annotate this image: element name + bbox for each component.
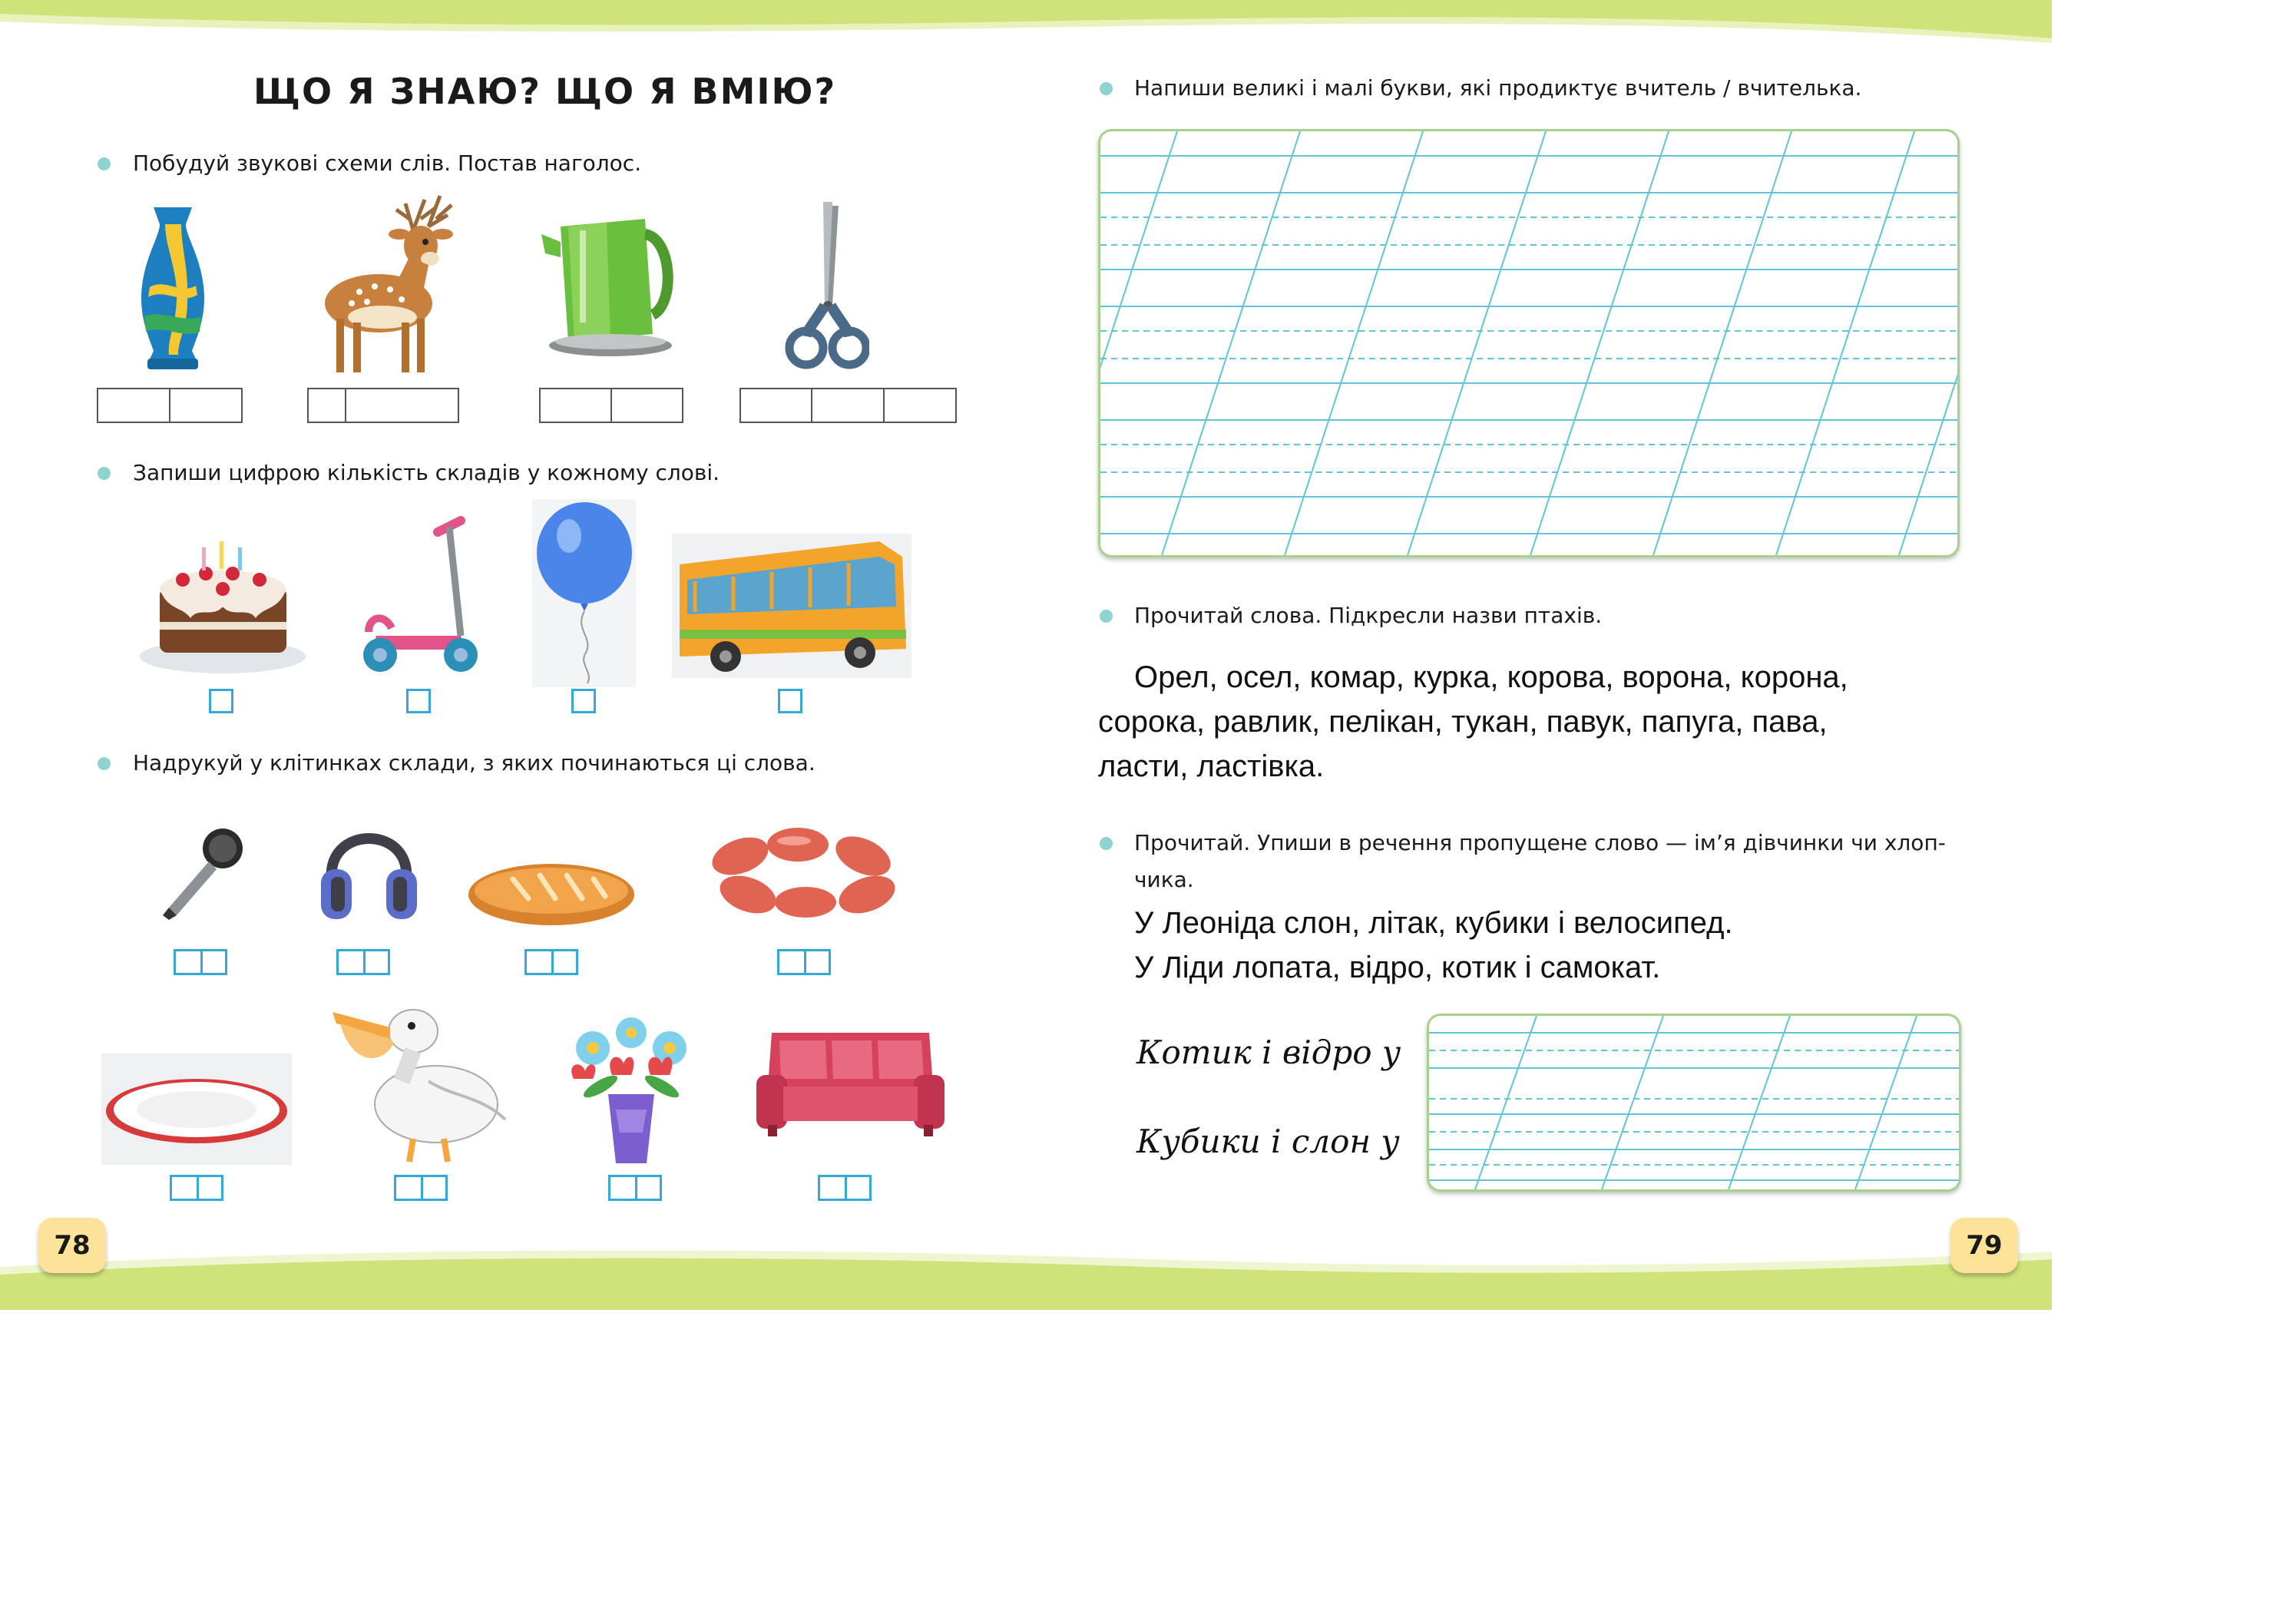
bread-icon xyxy=(467,856,636,929)
task-2-instruction: Запиши цифрою кількість складів у кожному слові. xyxy=(133,460,720,485)
syllable-count-box-balloon[interactable] xyxy=(571,689,596,713)
syllable-cells-bread[interactable] xyxy=(524,949,578,975)
plate-icon xyxy=(101,1053,292,1165)
cursive-line-1: Котик і відро у xyxy=(1136,1034,1401,1071)
microphone-icon xyxy=(154,822,250,921)
task-6-instruction-line-2: чика. xyxy=(1134,867,1194,892)
sofa-icon xyxy=(756,1017,945,1140)
sentence-1: У Леоніда слон, літак, кубики і велосипед. xyxy=(1134,906,1733,940)
sound-schema-kettle[interactable] xyxy=(539,388,683,423)
syllable-cells-bouquet[interactable] xyxy=(608,1175,662,1201)
syllable-count-box-scooter[interactable] xyxy=(406,689,431,713)
syllable-cells-sofa[interactable] xyxy=(818,1175,872,1201)
sound-schema-vase[interactable] xyxy=(97,388,243,423)
page-number-right: 79 xyxy=(1950,1218,2018,1273)
sausages-icon xyxy=(710,822,898,921)
vase-icon xyxy=(131,201,215,374)
bouquet-icon xyxy=(554,1002,708,1167)
task-bullet xyxy=(1100,837,1113,850)
handwriting-guidelines-small xyxy=(1429,1016,1959,1189)
kettle-icon xyxy=(538,211,680,361)
task-bullet xyxy=(98,157,111,170)
syllable-cells-pelican[interactable] xyxy=(394,1175,448,1201)
task-3-instruction: Надрукуй у клітинках склади, з яких починаються ці слова. xyxy=(133,750,816,776)
sound-schema-deer[interactable] xyxy=(307,388,459,423)
task-4-instruction: Напиши великі і малі букви, які продиктує вчитель / вчителька. xyxy=(1134,75,1862,101)
syllable-cells-headphones[interactable] xyxy=(336,949,390,975)
page-title: ЩО Я ЗНАЮ? ЩО Я ВМІЮ? xyxy=(253,71,837,112)
handwriting-box-name[interactable] xyxy=(1427,1014,1961,1192)
task-6-instruction-line-1: Прочитай. Упиши в речення пропущене слово — ім’я дівчинки чи хлоп- xyxy=(1134,830,1946,855)
handwriting-guidelines xyxy=(1100,131,1957,555)
bus-icon xyxy=(672,534,911,678)
words-line-2: сорока, равлик, пелікан, тукан, павук, папуга, пава, xyxy=(1098,705,1828,739)
task-bullet xyxy=(1100,610,1113,623)
words-line-3: ласти, ластівка. xyxy=(1098,749,1325,783)
pelican-icon xyxy=(329,997,517,1167)
syllable-cells-plate[interactable] xyxy=(170,1175,223,1201)
top-wave-decoration xyxy=(0,0,2052,46)
task-bullet xyxy=(98,467,111,480)
syllable-cells-microphone[interactable] xyxy=(174,949,227,975)
page-number-left: 78 xyxy=(38,1218,106,1273)
syllable-cells-sausages[interactable] xyxy=(777,949,831,975)
sentence-2: У Ліди лопата, відро, котик і самокат. xyxy=(1134,951,1661,984)
words-line-1: Орел, осел, комар, курка, корова, ворона, корона, xyxy=(1134,660,1848,694)
syllable-count-box-bus[interactable] xyxy=(778,689,802,713)
task-5-instruction: Прочитай слова. Підкресли назви птахів. xyxy=(1134,603,1603,628)
task-bullet xyxy=(98,757,111,770)
deer-icon xyxy=(306,188,475,380)
syllable-count-box-cake[interactable] xyxy=(209,689,233,713)
cake-icon xyxy=(137,534,309,676)
scooter-icon xyxy=(353,513,488,680)
cursive-line-2: Кубики і слон у xyxy=(1136,1123,1400,1160)
sound-schema-scissors[interactable] xyxy=(739,388,957,423)
balloon-icon xyxy=(532,499,636,687)
headphones-icon xyxy=(317,800,421,923)
handwriting-box-letters[interactable] xyxy=(1098,129,1960,557)
scissors-icon xyxy=(785,198,869,375)
bottom-wave-decoration xyxy=(0,1236,2052,1310)
task-1-instruction: Побудуй звукові схеми слів. Постав наголос. xyxy=(133,150,642,176)
task-bullet xyxy=(1100,82,1113,95)
